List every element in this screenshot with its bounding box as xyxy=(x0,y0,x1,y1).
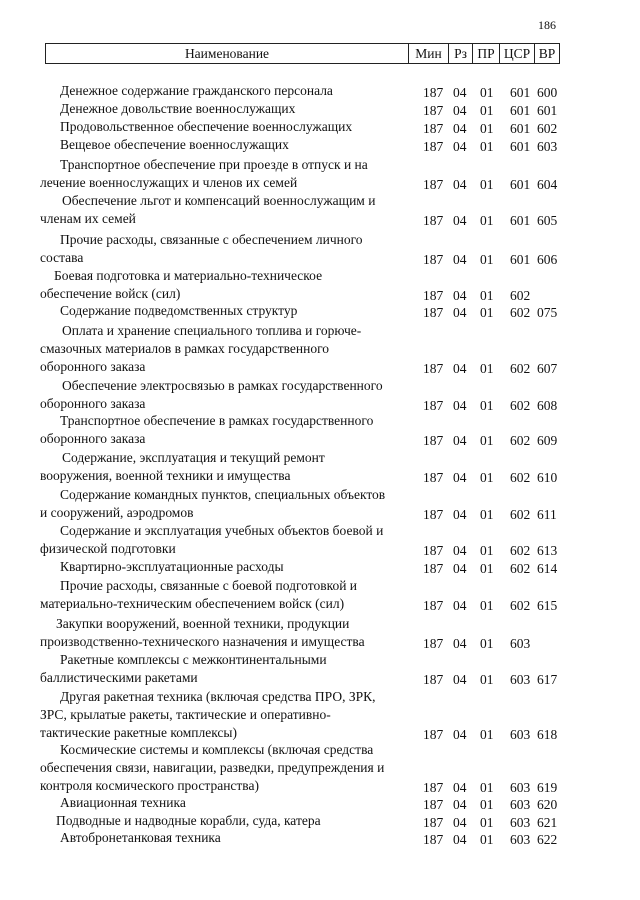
cell-csr: 603 xyxy=(510,672,531,687)
cell-pr: 01 xyxy=(480,672,494,687)
cell-csr: 602 xyxy=(510,361,531,376)
cell-pr: 01 xyxy=(480,305,494,320)
cell-min: 187 xyxy=(423,252,444,267)
cell-rz: 04 xyxy=(453,398,467,413)
cell-csr: 601 xyxy=(510,121,531,136)
header-rz: Рз xyxy=(448,44,472,63)
header-vr: ВР xyxy=(534,44,559,63)
cell-rz: 04 xyxy=(453,121,467,136)
cell-rz: 04 xyxy=(453,85,467,100)
row-name-line: Содержание и эксплуатация учебных объектов боевой и xyxy=(60,523,384,538)
cell-vr: 620 xyxy=(537,797,558,812)
cell-rz: 04 xyxy=(453,672,467,687)
header-name: Наименование xyxy=(184,46,270,61)
cell-csr: 602 xyxy=(510,561,531,576)
cell-min: 187 xyxy=(423,305,444,320)
row-name-line: Денежное довольствие военнослужащих xyxy=(60,101,296,116)
row-name-line: Содержание подведомственных структур xyxy=(60,303,298,318)
cell-min: 187 xyxy=(423,815,444,830)
row-name-line: ЗРС, крылатые ракеты, тактические и оперативно- xyxy=(40,707,331,722)
row-name-line: Ракетные комплексы с межконтинентальными xyxy=(60,652,327,667)
row-name-line: Продовольственное обеспечение военнослужащих xyxy=(60,119,353,134)
cell-vr: 615 xyxy=(537,598,558,613)
cell-rz: 04 xyxy=(453,252,467,267)
cell-pr: 01 xyxy=(480,433,494,448)
cell-pr: 01 xyxy=(480,507,494,522)
cell-vr: 608 xyxy=(537,398,558,413)
cell-rz: 04 xyxy=(453,543,467,558)
row-name-line: Вещевое обеспечение военнослужащих xyxy=(60,137,289,152)
cell-min: 187 xyxy=(423,727,444,742)
cell-csr: 603 xyxy=(510,797,531,812)
cell-min: 187 xyxy=(423,177,444,192)
row-name-line: смазочных материалов в рамках государственного xyxy=(40,341,330,356)
cell-rz: 04 xyxy=(453,288,467,303)
cell-vr: 606 xyxy=(537,252,558,267)
row-name-line: тактические ракетные комплексы) xyxy=(40,725,237,740)
cell-pr: 01 xyxy=(480,780,494,795)
cell-vr: 603 xyxy=(537,139,558,154)
cell-pr: 01 xyxy=(480,177,494,192)
cell-vr: 610 xyxy=(537,470,558,485)
table-header xyxy=(45,43,560,64)
cell-vr: 619 xyxy=(537,780,558,795)
cell-min: 187 xyxy=(423,598,444,613)
page-number: 186 xyxy=(538,18,556,32)
row-name-line: Прочие расходы, связанные с боевой подготовкой и xyxy=(60,578,358,593)
cell-rz: 04 xyxy=(453,636,467,651)
cell-vr: 600 xyxy=(537,85,558,100)
cell-vr: 621 xyxy=(537,815,558,830)
cell-vr: 618 xyxy=(537,727,558,742)
cell-min: 187 xyxy=(423,780,444,795)
row-name-line: производственно-технического назначения и имущества xyxy=(40,634,365,649)
cell-min: 187 xyxy=(423,139,444,154)
cell-vr: 613 xyxy=(537,543,558,558)
row-name-line: контроля космического пространства) xyxy=(40,778,259,793)
cell-rz: 04 xyxy=(453,507,467,522)
cell-rz: 04 xyxy=(453,139,467,154)
row-name-line: Обеспечение льгот и компенсаций военнослужащим и xyxy=(62,193,376,208)
cell-vr: 601 xyxy=(537,103,558,118)
row-name-line: Денежное содержание гражданского персонала xyxy=(60,83,333,98)
row-name-line: обеспечения связи, навигации, разведки, предупреждения и xyxy=(40,760,385,775)
cell-min: 187 xyxy=(423,288,444,303)
cell-rz: 04 xyxy=(453,561,467,576)
cell-pr: 01 xyxy=(480,832,494,847)
row-name-line: Космические системы и комплексы (включая средства xyxy=(60,742,374,757)
cell-vr: 604 xyxy=(537,177,558,192)
row-name-line: Закупки вооружений, военной техники, продукции xyxy=(56,616,350,631)
header-pr: ПР xyxy=(472,44,499,63)
cell-csr: 602 xyxy=(510,288,531,303)
cell-pr: 01 xyxy=(480,213,494,228)
cell-pr: 01 xyxy=(480,85,494,100)
row-name-line: баллистическими ракетами xyxy=(40,670,198,685)
cell-csr: 601 xyxy=(510,139,531,154)
cell-pr: 01 xyxy=(480,398,494,413)
row-name-line: Содержание, эксплуатация и текущий ремонт xyxy=(62,450,325,465)
row-name-line: оборонного заказа xyxy=(40,396,146,411)
cell-rz: 04 xyxy=(453,815,467,830)
cell-vr: 607 xyxy=(537,361,558,376)
cell-min: 187 xyxy=(423,433,444,448)
cell-csr: 602 xyxy=(510,398,531,413)
cell-min: 187 xyxy=(423,561,444,576)
cell-vr: 611 xyxy=(537,507,557,522)
cell-rz: 04 xyxy=(453,832,467,847)
row-name-line: Обеспечение электросвязью в рамках государственного xyxy=(62,378,383,393)
row-name-line: Содержание командных пунктов, специальных объектов xyxy=(60,487,386,502)
cell-pr: 01 xyxy=(480,121,494,136)
cell-pr: 01 xyxy=(480,288,494,303)
cell-pr: 01 xyxy=(480,543,494,558)
row-name-line: Квартирно-эксплуатационные расходы xyxy=(60,559,284,574)
cell-min: 187 xyxy=(423,636,444,651)
row-name-line: Боевая подготовка и материально-техническое xyxy=(54,268,323,283)
cell-min: 187 xyxy=(423,543,444,558)
row-name-line: Автобронетанковая техника xyxy=(60,830,221,845)
cell-csr: 602 xyxy=(510,598,531,613)
cell-pr: 01 xyxy=(480,636,494,651)
row-name-line: вооружения, военной техники и имущества xyxy=(40,468,291,483)
row-name-line: Другая ракетная техника (включая средства ПРО, ЗРК, xyxy=(60,689,376,704)
cell-csr: 601 xyxy=(510,213,531,228)
cell-csr: 602 xyxy=(510,305,531,320)
cell-rz: 04 xyxy=(453,797,467,812)
cell-csr: 601 xyxy=(510,177,531,192)
cell-csr: 602 xyxy=(510,433,531,448)
row-name-line: оборонного заказа xyxy=(40,431,146,446)
cell-csr: 601 xyxy=(510,85,531,100)
cell-min: 187 xyxy=(423,507,444,522)
cell-csr: 603 xyxy=(510,780,531,795)
cell-csr: 602 xyxy=(510,470,531,485)
cell-pr: 01 xyxy=(480,598,494,613)
cell-pr: 01 xyxy=(480,361,494,376)
header-csr: ЦСР xyxy=(499,44,534,63)
cell-csr: 602 xyxy=(510,543,531,558)
row-name-line: Транспортное обеспечение при проезде в отпуск и на xyxy=(60,157,368,172)
cell-min: 187 xyxy=(423,85,444,100)
cell-rz: 04 xyxy=(453,433,467,448)
row-name-line: Оплата и хранение специального топлива и горюче- xyxy=(62,323,362,338)
cell-rz: 04 xyxy=(453,213,467,228)
cell-min: 187 xyxy=(423,121,444,136)
cell-pr: 01 xyxy=(480,561,494,576)
cell-csr: 601 xyxy=(510,252,531,267)
cell-vr: 075 xyxy=(537,305,558,320)
cell-vr: 609 xyxy=(537,433,558,448)
cell-rz: 04 xyxy=(453,177,467,192)
cell-csr: 602 xyxy=(510,507,531,522)
cell-pr: 01 xyxy=(480,470,494,485)
cell-min: 187 xyxy=(423,213,444,228)
cell-vr: 622 xyxy=(537,832,558,847)
row-name-line: лечение военнослужащих и членов их семей xyxy=(40,175,298,190)
cell-min: 187 xyxy=(423,797,444,812)
cell-rz: 04 xyxy=(453,361,467,376)
cell-min: 187 xyxy=(423,103,444,118)
cell-min: 187 xyxy=(423,672,444,687)
cell-pr: 01 xyxy=(480,797,494,812)
cell-rz: 04 xyxy=(453,470,467,485)
cell-pr: 01 xyxy=(480,815,494,830)
cell-vr: 614 xyxy=(537,561,558,576)
cell-rz: 04 xyxy=(453,103,467,118)
row-name-line: обеспечение войск (сил) xyxy=(40,286,181,301)
row-name-line: физической подготовки xyxy=(40,541,176,556)
cell-vr: 605 xyxy=(537,213,558,228)
cell-csr: 603 xyxy=(510,727,531,742)
cell-rz: 04 xyxy=(453,598,467,613)
cell-csr: 601 xyxy=(510,103,531,118)
cell-csr: 603 xyxy=(510,815,531,830)
row-name-line: состава xyxy=(40,250,84,265)
cell-min: 187 xyxy=(423,470,444,485)
cell-min: 187 xyxy=(423,361,444,376)
cell-rz: 04 xyxy=(453,780,467,795)
cell-min: 187 xyxy=(423,832,444,847)
row-name-line: и сооружений, аэродромов xyxy=(40,505,194,520)
cell-pr: 01 xyxy=(480,252,494,267)
cell-pr: 01 xyxy=(480,103,494,118)
row-name-line: Авиационная техника xyxy=(60,795,186,810)
cell-csr: 603 xyxy=(510,636,531,651)
row-name-line: оборонного заказа xyxy=(40,359,146,374)
row-name-line: членам их семей xyxy=(40,211,136,226)
cell-rz: 04 xyxy=(453,727,467,742)
cell-pr: 01 xyxy=(480,727,494,742)
cell-vr: 617 xyxy=(537,672,558,687)
cell-csr: 603 xyxy=(510,832,531,847)
header-min: Мин xyxy=(408,44,448,63)
row-name-line: Подводные и надводные корабли, суда, катера xyxy=(56,813,321,828)
cell-pr: 01 xyxy=(480,139,494,154)
row-name-line: материально-техническим обеспечением войск (сил) xyxy=(40,596,345,611)
row-name-line: Транспортное обеспечение в рамках государственного xyxy=(60,413,374,428)
cell-vr: 602 xyxy=(537,121,558,136)
cell-rz: 04 xyxy=(453,305,467,320)
row-name-line: Прочие расходы, связанные с обеспечением личного xyxy=(60,232,363,247)
cell-min: 187 xyxy=(423,398,444,413)
